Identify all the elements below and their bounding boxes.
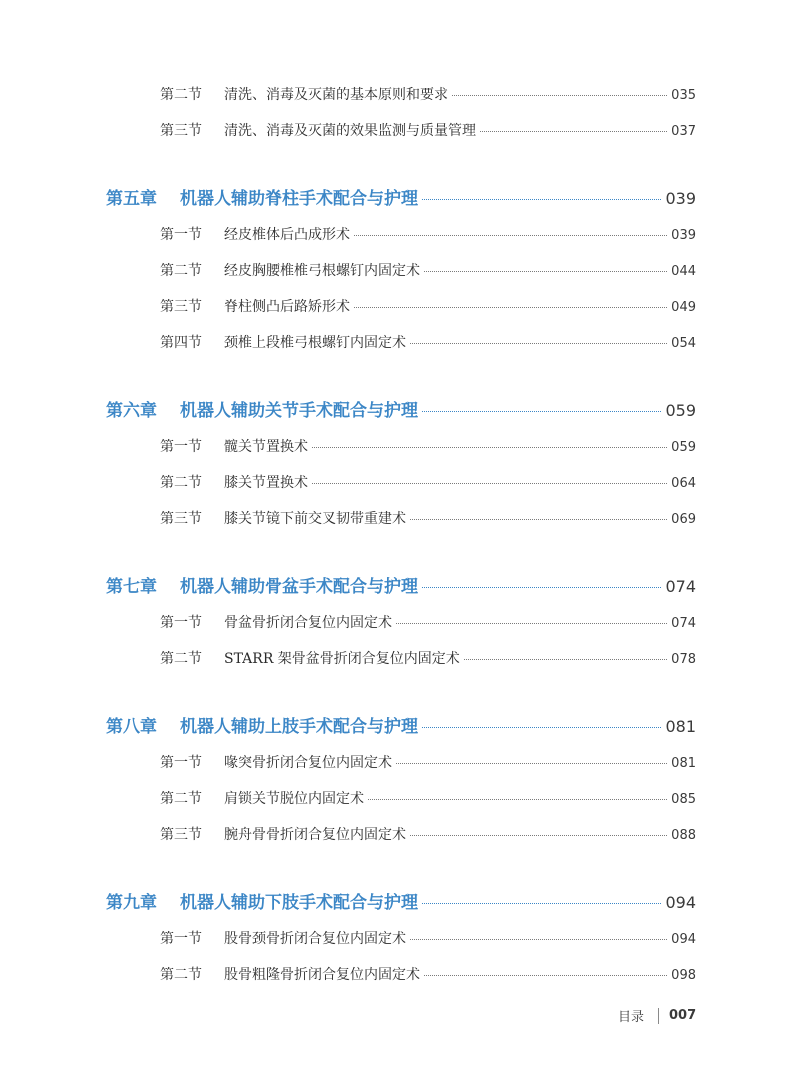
dot-leader <box>410 519 667 520</box>
page-number: 064 <box>671 476 696 491</box>
chapter-number: 第九章 <box>106 893 157 913</box>
footer-divider <box>658 1008 659 1024</box>
section-number: 第三节 <box>160 511 202 527</box>
section-title: 脊柱侧凸后路矫形术 <box>224 299 350 315</box>
dot-leader <box>422 727 661 728</box>
dot-leader <box>410 939 667 940</box>
toc-section-entry[interactable] <box>160 508 696 528</box>
page-number: 049 <box>671 300 696 315</box>
toc-section-entry[interactable] <box>160 612 696 632</box>
toc-section-entry[interactable] <box>160 472 696 492</box>
chapter-number: 第八章 <box>106 717 157 737</box>
chapter-title: 机器人辅助下肢手术配合与护理 <box>180 893 418 913</box>
section-number: 第二节 <box>160 651 202 667</box>
section-number: 第三节 <box>160 827 202 843</box>
footer-page-number: 007 <box>669 1008 697 1023</box>
dot-leader <box>422 199 661 200</box>
toc-chapter-entry[interactable] <box>106 712 696 738</box>
toc-section-entry[interactable] <box>160 752 696 772</box>
toc-section-entry[interactable] <box>160 788 696 808</box>
toc-chapter-entry[interactable] <box>106 888 696 914</box>
page-number: 059 <box>665 401 696 420</box>
section-number: 第二节 <box>160 967 202 983</box>
section-number: 第二节 <box>160 475 202 491</box>
toc-section-entry[interactable] <box>160 824 696 844</box>
page-number: 039 <box>665 189 696 208</box>
toc-chapter-entry[interactable] <box>106 396 696 422</box>
section-number: 第一节 <box>160 931 202 947</box>
toc-section-entry[interactable] <box>160 224 696 244</box>
toc-section-entry[interactable] <box>160 648 696 668</box>
dot-leader <box>354 235 667 236</box>
page-number: 088 <box>671 828 696 843</box>
dot-leader <box>424 975 667 976</box>
dot-leader <box>368 799 667 800</box>
toc-chapter-entry[interactable] <box>106 184 696 210</box>
chapter-title: 机器人辅助脊柱手术配合与护理 <box>180 189 418 209</box>
section-number: 第四节 <box>160 335 202 351</box>
dot-leader <box>422 587 661 588</box>
section-title: 股骨粗隆骨折闭合复位内固定术 <box>224 967 420 983</box>
section-title: 股骨颈骨折闭合复位内固定术 <box>224 931 406 947</box>
page-number: 037 <box>671 124 696 139</box>
toc-section-entry[interactable] <box>160 964 696 984</box>
dot-leader <box>464 659 667 660</box>
section-title: STARR 架骨盆骨折闭合复位内固定术 <box>224 651 460 667</box>
page-number: 074 <box>671 616 696 631</box>
page-number: 039 <box>671 228 696 243</box>
dot-leader <box>422 903 661 904</box>
dot-leader <box>312 447 667 448</box>
section-number: 第三节 <box>160 123 202 139</box>
section-number: 第一节 <box>160 439 202 455</box>
page-number: 078 <box>671 652 696 667</box>
toc-section-entry[interactable] <box>160 120 696 140</box>
dot-leader <box>312 483 667 484</box>
page-number: 035 <box>671 88 696 103</box>
page-number: 069 <box>671 512 696 527</box>
dot-leader <box>396 763 667 764</box>
section-number: 第一节 <box>160 755 202 771</box>
section-title: 肩锁关节脱位内固定术 <box>224 791 364 807</box>
chapter-title: 机器人辅助骨盆手术配合与护理 <box>180 577 418 597</box>
page-number: 044 <box>671 264 696 279</box>
toc-section-entry[interactable] <box>160 296 696 316</box>
section-number: 第二节 <box>160 263 202 279</box>
toc-section-entry[interactable] <box>160 436 696 456</box>
page-number: 085 <box>671 792 696 807</box>
section-title: 髋关节置换术 <box>224 439 308 455</box>
dot-leader <box>480 131 667 132</box>
chapter-number: 第七章 <box>106 577 157 597</box>
toc-section-entry[interactable] <box>160 928 696 948</box>
section-number: 第二节 <box>160 791 202 807</box>
toc-section-entry[interactable] <box>160 84 696 104</box>
page-footer <box>618 1006 696 1025</box>
footer-label: 目录 <box>618 1010 645 1025</box>
section-title: 骨盆骨折闭合复位内固定术 <box>224 615 392 631</box>
toc-section-entry[interactable] <box>160 260 696 280</box>
dot-leader <box>424 271 667 272</box>
section-number: 第三节 <box>160 299 202 315</box>
chapter-title: 机器人辅助关节手术配合与护理 <box>180 401 418 421</box>
section-title: 膝关节镜下前交叉韧带重建术 <box>224 511 406 527</box>
chapter-number: 第六章 <box>106 401 157 421</box>
dot-leader <box>354 307 667 308</box>
section-title: 膝关节置换术 <box>224 475 308 491</box>
section-title: 经皮椎体后凸成形术 <box>224 227 350 243</box>
page-number: 054 <box>671 336 696 351</box>
page-number: 081 <box>671 756 696 771</box>
dot-leader <box>396 623 667 624</box>
dot-leader <box>410 835 667 836</box>
section-number: 第一节 <box>160 227 202 243</box>
toc-section-entry[interactable] <box>160 332 696 352</box>
dot-leader <box>422 411 661 412</box>
chapter-title: 机器人辅助上肢手术配合与护理 <box>180 717 418 737</box>
section-title: 清洗、消毒及灭菌的效果监测与质量管理 <box>224 123 476 139</box>
page-number: 074 <box>665 577 696 596</box>
dot-leader <box>410 343 667 344</box>
section-number: 第一节 <box>160 615 202 631</box>
page-number: 094 <box>665 893 696 912</box>
section-title: 喙突骨折闭合复位内固定术 <box>224 755 392 771</box>
section-title: 经皮胸腰椎椎弓根螺钉内固定术 <box>224 263 420 279</box>
page-number: 081 <box>665 717 696 736</box>
page-number: 094 <box>671 932 696 947</box>
section-title: 腕舟骨骨折闭合复位内固定术 <box>224 827 406 843</box>
chapter-number: 第五章 <box>106 189 157 209</box>
section-number: 第二节 <box>160 87 202 103</box>
section-title: 清洗、消毒及灭菌的基本原则和要求 <box>224 87 448 103</box>
page-number: 098 <box>671 968 696 983</box>
section-title: 颈椎上段椎弓根螺钉内固定术 <box>224 335 406 351</box>
toc-chapter-entry[interactable] <box>106 572 696 598</box>
page-number: 059 <box>671 440 696 455</box>
dot-leader <box>452 95 667 96</box>
